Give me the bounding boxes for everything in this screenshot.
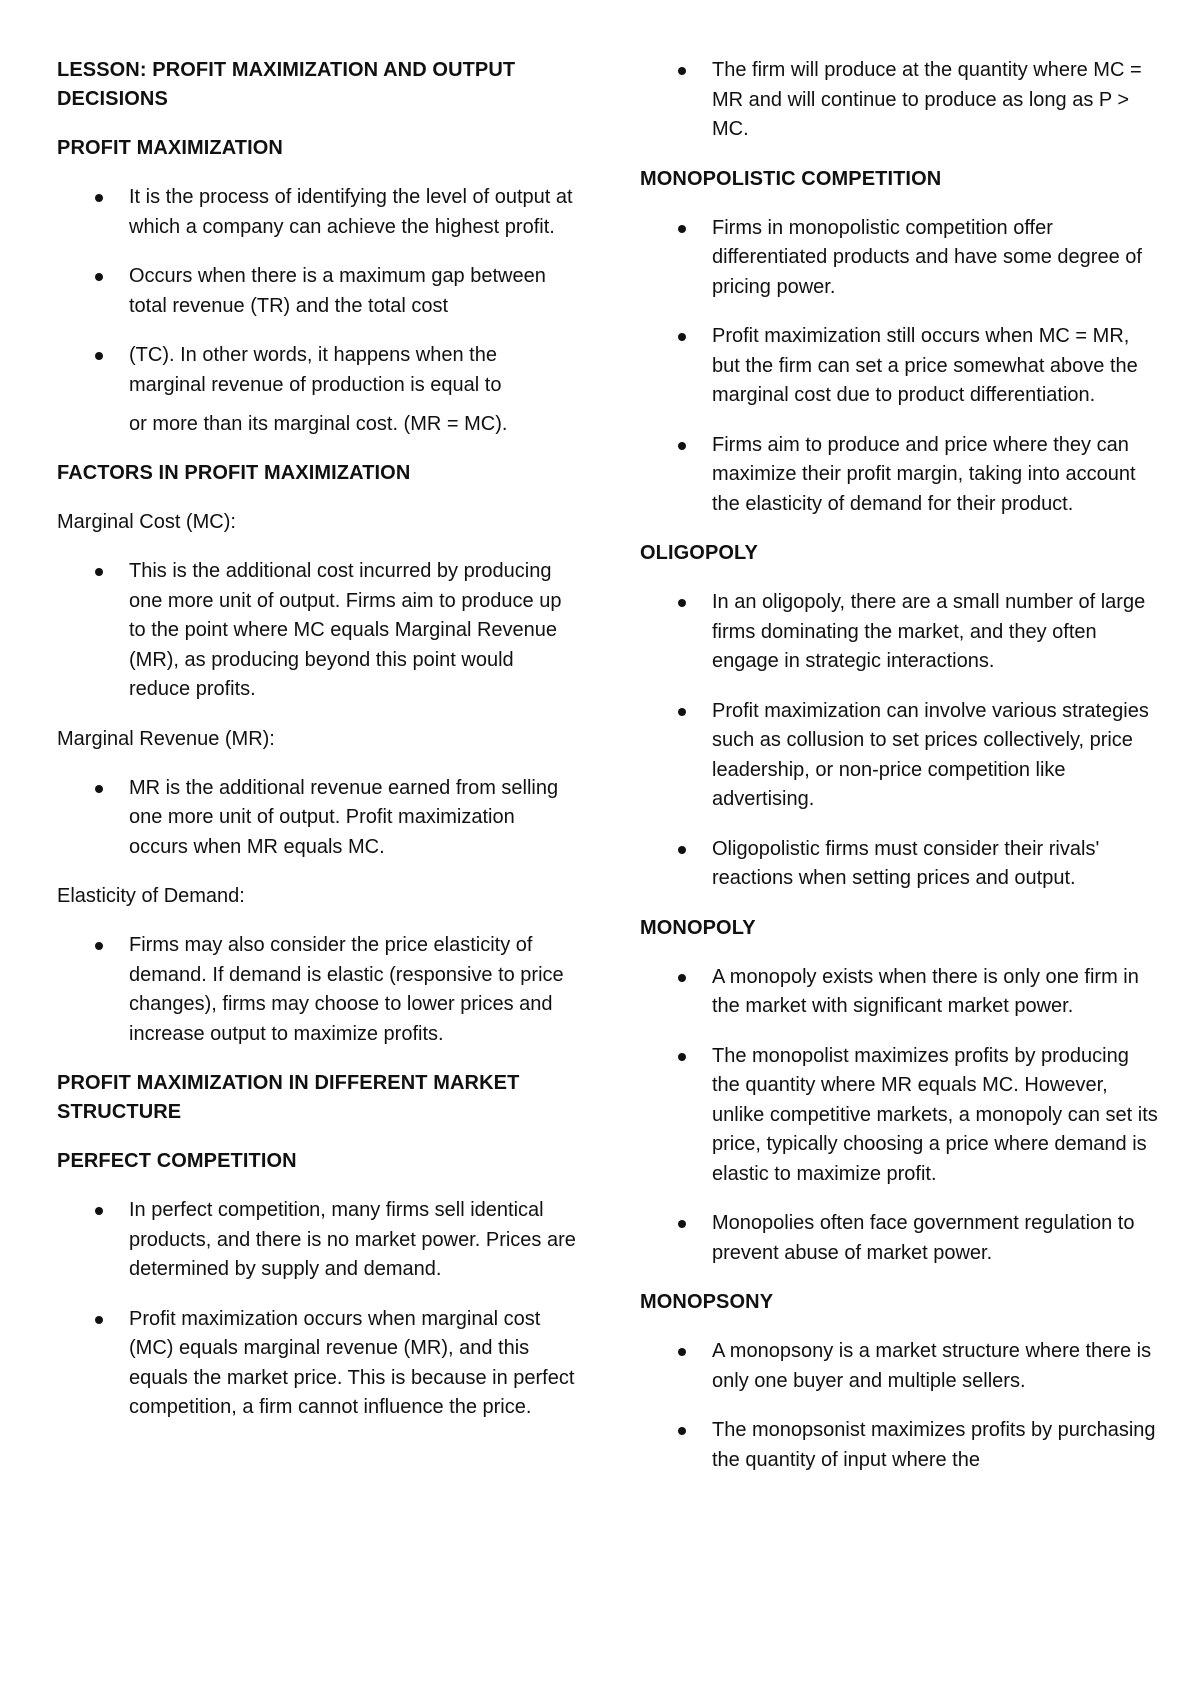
list-item-text: (TC). In other words, it happens when the marginal revenue of production is equal to (129, 344, 502, 396)
right-column (640, 56, 1160, 1495)
section-heading-monopsony: MONOPSONY (640, 1291, 774, 1313)
list-item (57, 774, 577, 863)
list-item-text: A monopoly exists when there is only one firm in the market with significant market power. (712, 965, 1139, 1017)
label-elasticity: Elasticity of Demand: (57, 885, 245, 907)
bullet-icon (678, 974, 686, 982)
lesson-title: LESSON: PROFIT MAXIMIZATION AND OUTPUT DECISIONS (57, 59, 516, 110)
label-marginal-revenue: Marginal Revenue (MR): (57, 727, 275, 750)
monopoly-list (640, 963, 1160, 1269)
list-item-text: Monopolies often face government regulation to prevent abuse of market power. (712, 1212, 1135, 1264)
bullet-icon (678, 1427, 686, 1435)
profit-maximization-list (57, 183, 577, 400)
list-item-text: The monopolist maximizes profits by producing the quantity where MR equals MC. However, unlike competitive markets, a monopoly can set its price, typically choosing a price where demand is elastic to maximize profit. (712, 1044, 1158, 1185)
bullet-icon (678, 846, 686, 854)
list-item (640, 1042, 1160, 1190)
list-item (640, 963, 1160, 1022)
list-item-text: In an oligopoly, there are a small number of large firms dominating the market, and they often engage in strategic interactions. (712, 591, 1146, 672)
list-item (640, 56, 1160, 145)
bullet-icon (95, 352, 103, 360)
bullet-icon (95, 942, 103, 950)
list-item-text: This is the additional cost incurred by producing one more unit of output. Firms aim to produce up to the point where MC equals Marginal Revenue (MR), as producing beyond this point would reduce profits. (129, 560, 562, 700)
monopolistic-competition-list (640, 214, 1160, 520)
bullet-icon (678, 1053, 686, 1061)
section-heading-factors: FACTORS IN PROFIT MAXIMIZATION (57, 462, 411, 484)
list-item (57, 1196, 577, 1285)
list-item-text: In perfect competition, many firms sell identical products, and there is no market power. Prices are determined by supply and demand. (129, 1199, 576, 1280)
bullet-icon (95, 1207, 103, 1215)
list-item (640, 322, 1160, 411)
perfect-competition-list-continued (640, 56, 1160, 145)
list-item-text: The monopsonist maximizes profits by purchasing the quantity of input where the (712, 1419, 1156, 1471)
list-item-text: Firms aim to produce and price where they can maximize their profit margin, taking into account the elasticity of demand for their product. (712, 433, 1136, 515)
section-heading-perfect-competition: PERFECT COMPETITION (57, 1150, 297, 1172)
list-item (640, 1416, 1160, 1475)
list-item-text: Profit maximization still occurs when MC = MR, but the firm can set a price somewhat above the marginal cost due to product differentiation. (712, 325, 1138, 406)
list-item (640, 431, 1160, 520)
label-marginal-cost: Marginal Cost (MC): (57, 511, 236, 533)
bullet-icon (95, 785, 103, 793)
bullet-icon (678, 708, 686, 716)
list-item (640, 835, 1160, 894)
bullet-icon (678, 442, 686, 450)
list-item-text: Oligopolistic firms must consider their rivals' reactions when setting prices and output. (712, 837, 1100, 889)
monopsony-list (640, 1337, 1160, 1475)
list-item-text: Firms may also consider the price elasticity of demand. If demand is elastic (responsive to price changes), firms may choose to lower prices and increase output to maximize profits. (129, 934, 564, 1045)
list-item-text: Occurs when there is a maximum gap between total revenue (TR) and the total cost (129, 265, 546, 317)
list-item (640, 1337, 1160, 1396)
bullet-icon (95, 1316, 103, 1324)
bullet-icon (95, 568, 103, 576)
bullet-icon (678, 1348, 686, 1356)
section-heading-profit-maximization: PROFIT MAXIMIZATION (57, 137, 283, 159)
elasticity-list (57, 931, 577, 1049)
bullet-icon (95, 194, 103, 202)
bullet-icon (95, 273, 103, 281)
list-item-text: It is the process of identifying the level of output at which a company can achieve the highest profit. (129, 186, 573, 238)
list-item-text: MR is the additional revenue earned from selling one more unit of output. Profit maximization occurs when MR equals MC. (129, 776, 559, 858)
bullet-icon (678, 1220, 686, 1228)
list-item (57, 557, 577, 705)
list-item (640, 1209, 1160, 1268)
section-heading-monopoly: MONOPOLY (640, 916, 756, 939)
section-heading-market-structure: PROFIT MAXIMIZATION IN DIFFERENT MARKET STRUCTURE (57, 1072, 520, 1123)
list-item (57, 931, 577, 1049)
list-item-text: A monopsony is a market structure where there is only one buyer and multiple sellers. (712, 1340, 1152, 1392)
oligopoly-list (640, 588, 1160, 894)
list-item (57, 262, 577, 321)
list-item-text: The firm will produce at the quantity where MC = MR and will continue to produce as long as P > MC. (712, 59, 1142, 140)
list-item (57, 341, 577, 400)
list-item-text: Firms in monopolistic competition offer differentiated products and have some degree of pricing power. (712, 216, 1142, 298)
marginal-revenue-list (57, 774, 577, 863)
perfect-competition-list (57, 1196, 577, 1423)
bullet-icon (678, 599, 686, 607)
bullet-icon (678, 67, 686, 75)
list-item (640, 214, 1160, 303)
list-item (57, 183, 577, 242)
list-item-text: Profit maximization occurs when marginal cost (MC) equals marginal revenue (MR), and this equals the market price. This is because in perfect competition, a firm cannot influence the price. (129, 1307, 575, 1418)
bullet-icon (678, 225, 686, 233)
bullet-icon (678, 333, 686, 341)
list-item (57, 1305, 577, 1423)
list-item (640, 697, 1160, 815)
section-heading-oligopoly: OLIGOPOLY (640, 542, 758, 564)
list-item (640, 588, 1160, 677)
list-continuation-text: or more than its marginal cost. (MR = MC). (129, 413, 508, 435)
marginal-cost-list (57, 557, 577, 705)
list-item-text: Profit maximization can involve various strategies such as collusion to set prices collectively, price leadership, or non-price competition like advertising. (712, 699, 1149, 810)
section-heading-monopolistic-competition: MONOPOLISTIC COMPETITION (640, 167, 942, 190)
left-column (57, 56, 577, 1443)
